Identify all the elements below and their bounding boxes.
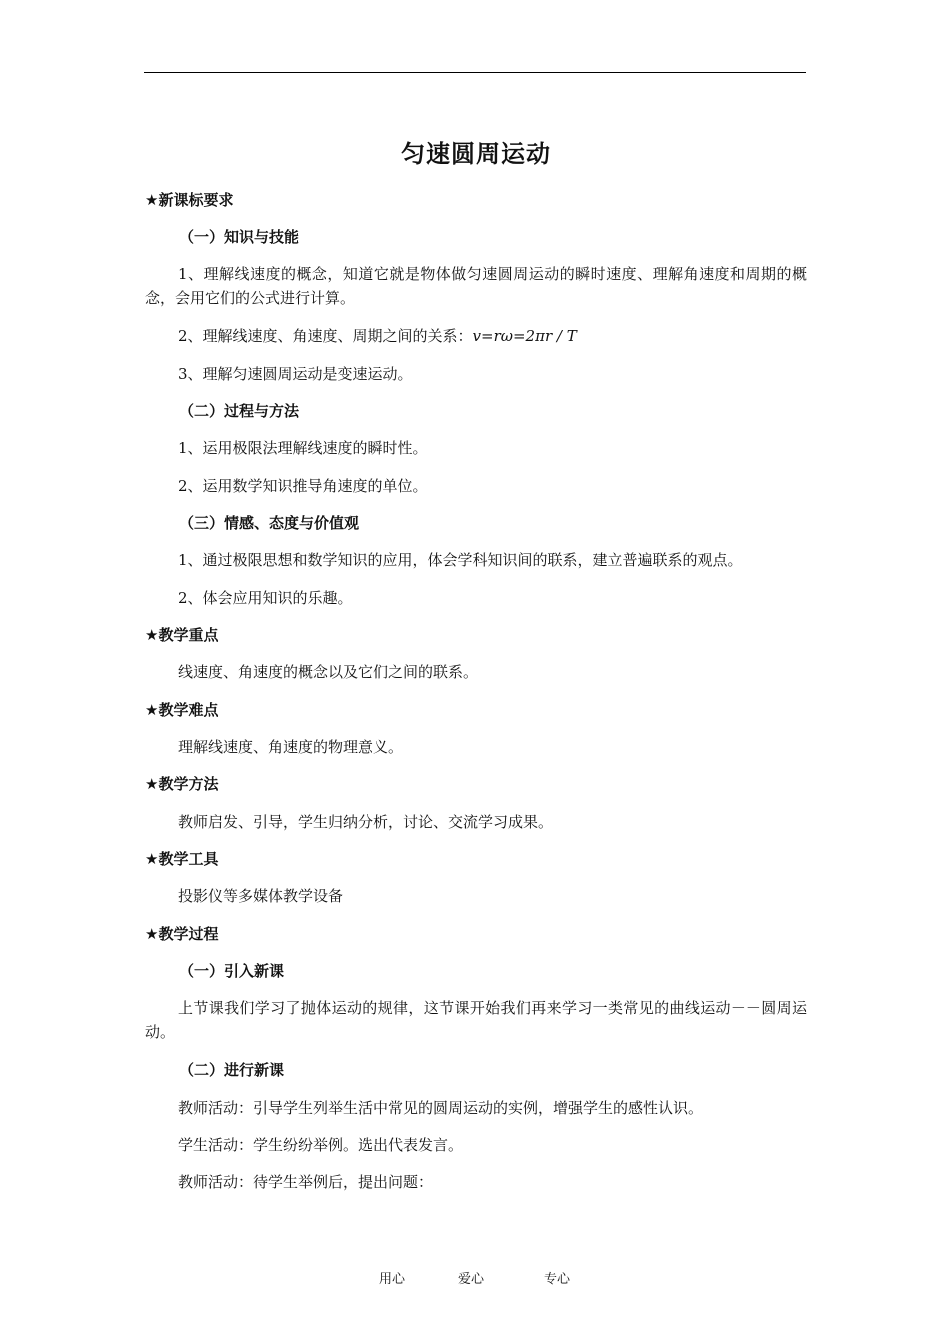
- paragraph-knowledge-3: 3、理解匀速圆周运动是变速运动。: [178, 365, 413, 383]
- paragraph-key-points: 线速度、角速度的概念以及它们之间的联系。: [178, 663, 479, 681]
- paragraph-new-lesson-2: 学生活动：学生纷纷举例。选出代表发言。: [178, 1136, 464, 1154]
- paragraph-knowledge-1: 1、理解线速度的概念，知道它就是物体做匀速圆周运动的瞬时速度、理解角速度和周期的概念，会用它们的公式进行计算。: [145, 265, 807, 307]
- paragraph-new-lesson-1: 教师活动：引导学生列举生活中常见的圆周运动的实例，增强学生的感性认识。: [178, 1099, 704, 1117]
- header-rule: [144, 72, 806, 73]
- paragraph-tools: 投影仪等多媒体教学设备: [178, 887, 344, 905]
- paragraph-methods: 教师启发、引导，学生归纳分析，讨论、交流学习成果。: [178, 813, 554, 831]
- subheading-process-method: （二）过程与方法: [179, 402, 300, 420]
- section-heading-methods: ★教学方法: [145, 775, 219, 793]
- document-title: 匀速圆周运动: [401, 140, 551, 168]
- footer-text-2: 爱心: [458, 1272, 485, 1287]
- section-heading-tools: ★教学工具: [145, 850, 219, 868]
- footer-text-3: 专心: [544, 1272, 571, 1287]
- paragraph-new-lesson-3: 教师活动：待学生举例后，提出问题：: [178, 1173, 434, 1191]
- section-heading-process: ★教学过程: [145, 925, 219, 943]
- section-heading-curriculum: ★新课标要求: [145, 191, 234, 209]
- section-heading-key-points: ★教学重点: [145, 626, 219, 644]
- velocity-formula: v=rω=2πr / T: [472, 327, 577, 345]
- page-footer: [0, 1268, 950, 1288]
- section-heading-difficulties: ★教学难点: [145, 701, 219, 719]
- paragraph-process-1: 1、运用极限法理解线速度的瞬时性。: [178, 439, 428, 457]
- paragraph-difficulties: 理解线速度、角速度的物理意义。: [178, 738, 404, 756]
- paragraph-emotion-2: 2、体会应用知识的乐趣。: [178, 589, 353, 607]
- paragraph-process-2: 2、运用数学知识推导角速度的单位。: [178, 477, 428, 495]
- subheading-knowledge-skills: （一）知识与技能: [179, 228, 300, 246]
- paragraph-knowledge-2-text: 2、理解线速度、角速度、周期之间的关系：: [178, 327, 473, 345]
- subheading-new-lesson: （二）进行新课: [179, 1061, 285, 1079]
- paragraph-emotion-1: 1、通过极限思想和数学知识的应用，体会学科知识间的联系，建立普遍联系的观点。: [178, 551, 743, 569]
- subheading-emotion-values: （三）情感、态度与价值观: [179, 514, 360, 532]
- paragraph-introduction: 上节课我们学习了抛体运动的规律，这节课开始我们再来学习一类常见的曲线运动－－圆周运动。: [145, 999, 807, 1041]
- paragraph-knowledge-2: [145, 324, 840, 348]
- footer-text-1: 用心: [379, 1272, 406, 1287]
- subheading-introduction: （一）引入新课: [179, 962, 285, 980]
